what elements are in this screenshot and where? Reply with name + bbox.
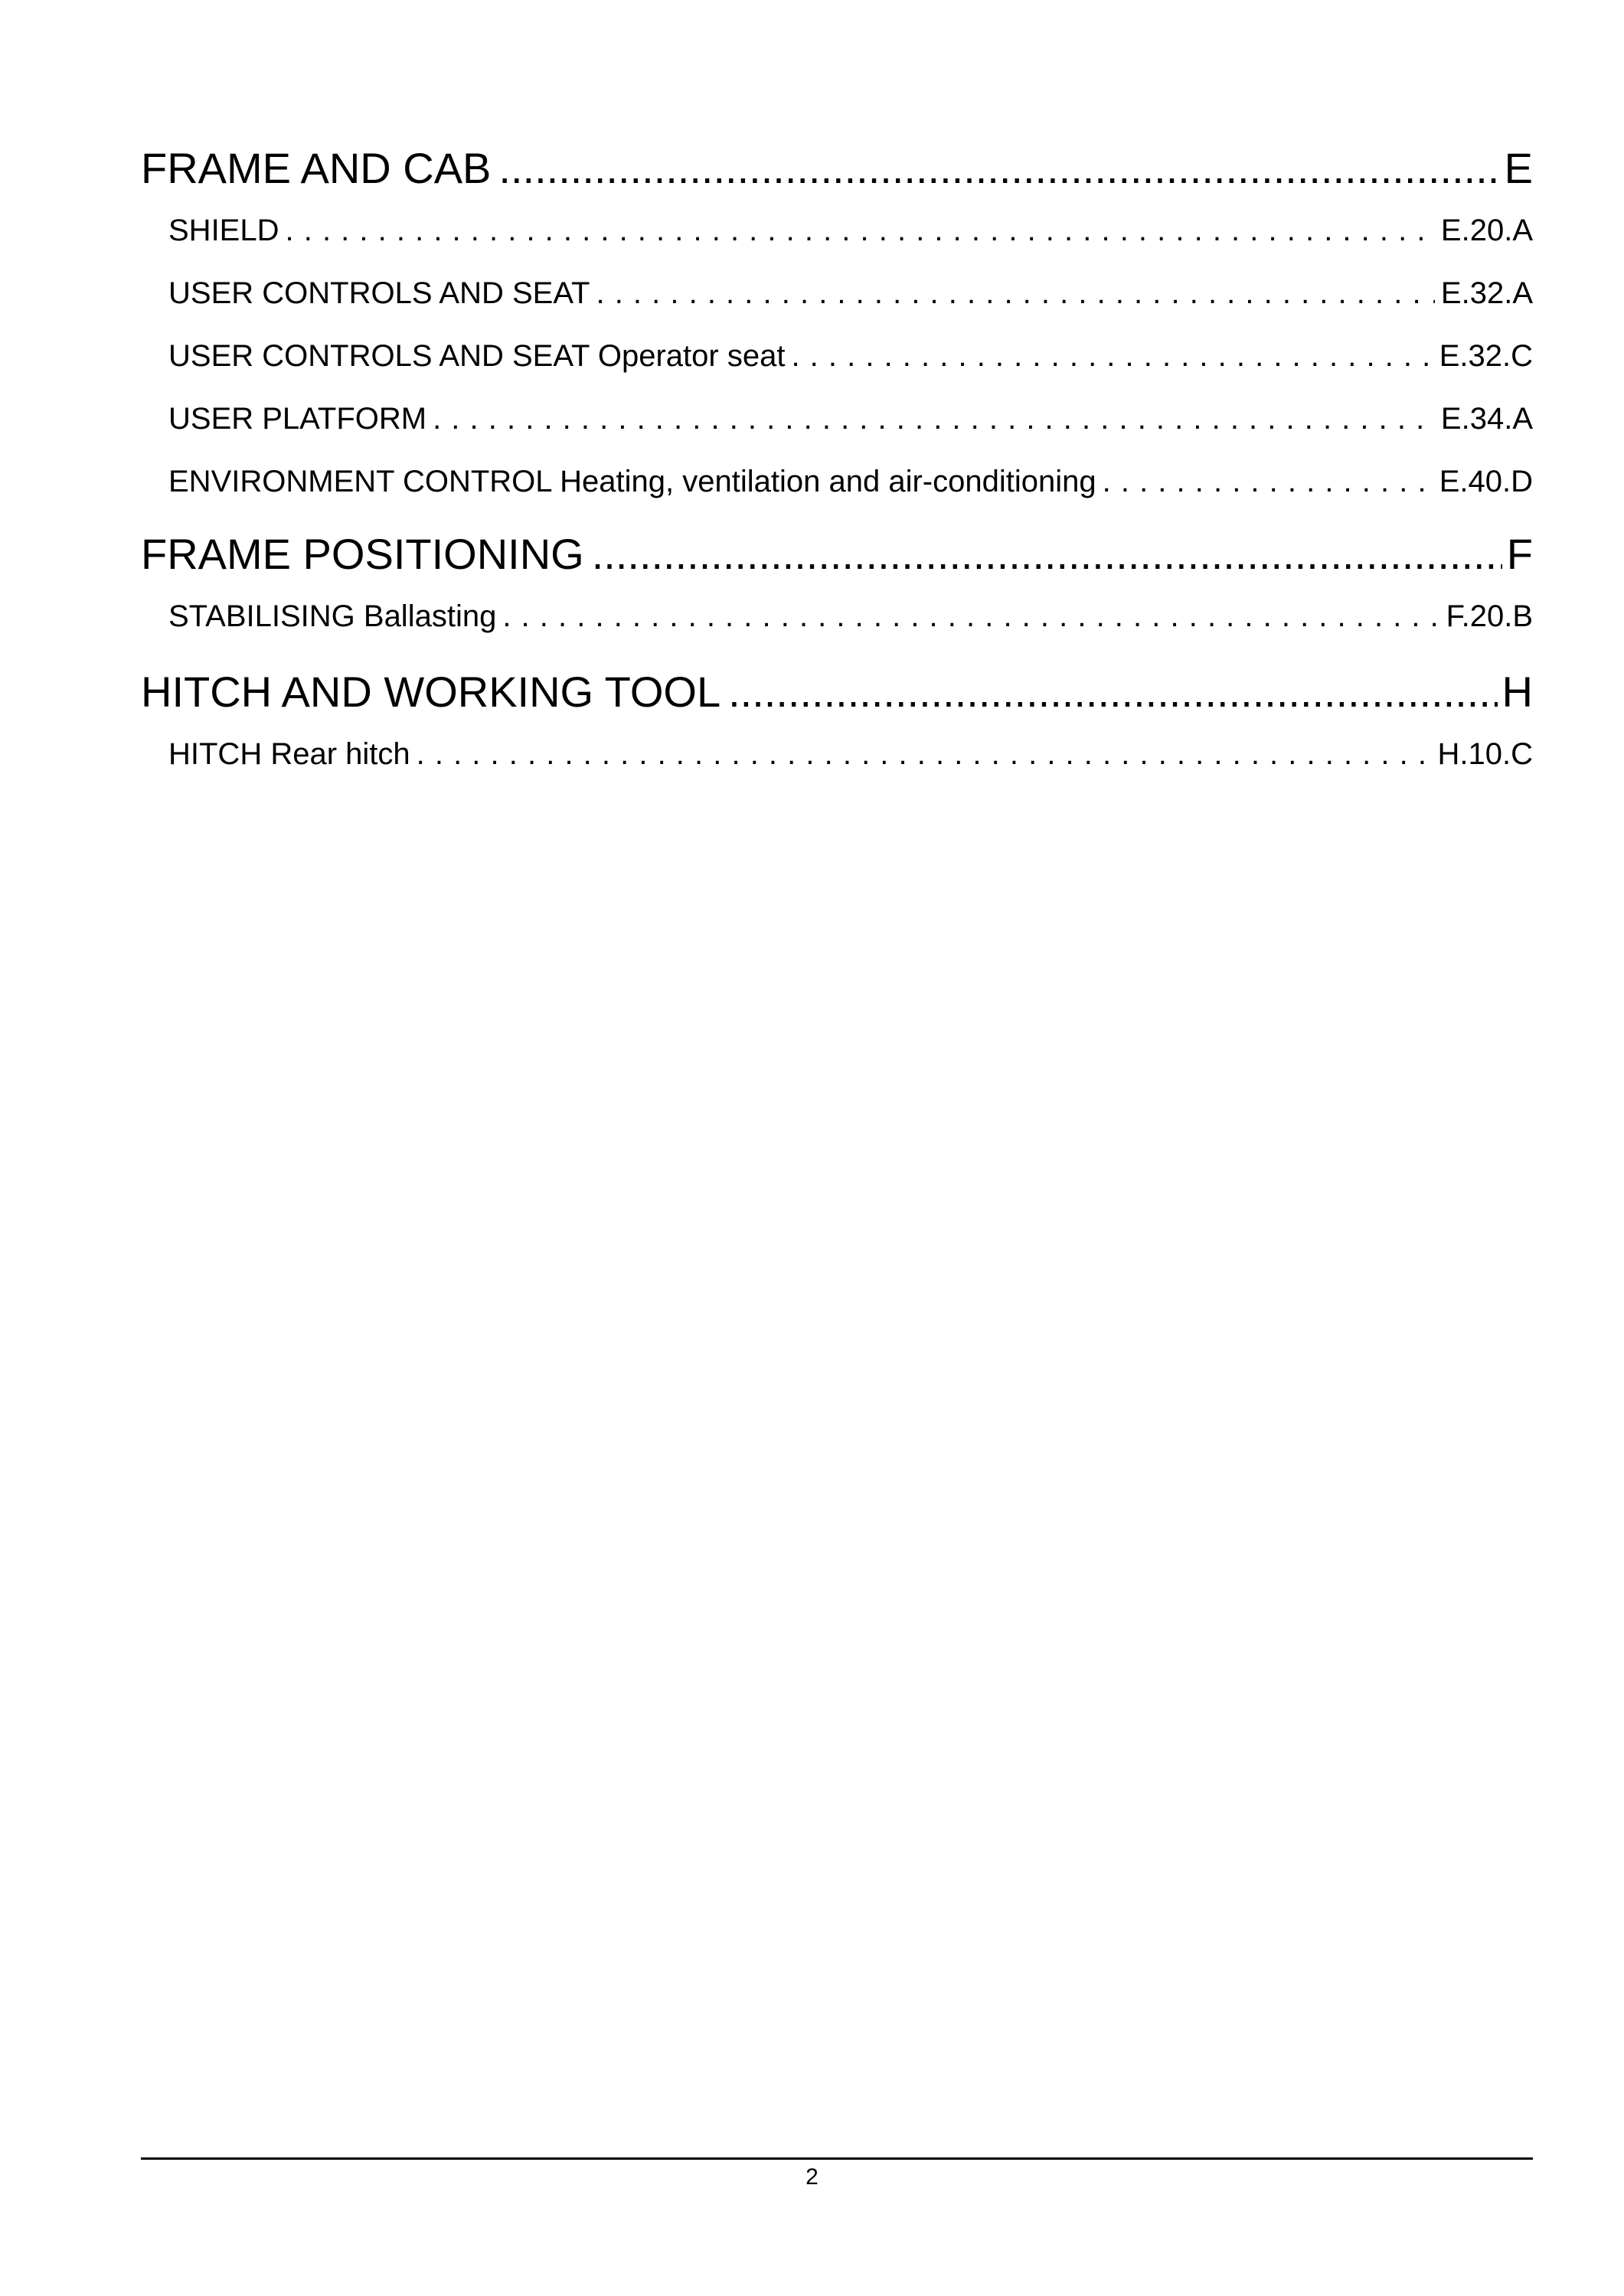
toc-entry-label: STABILISING Ballasting [168,599,497,633]
toc-entry[interactable] [141,262,1533,325]
toc-heading-code: F [1506,530,1533,578]
toc-section-frame-positioning [141,524,1533,648]
dot-leader [596,262,1434,325]
dot-leader [433,387,1435,450]
dot-leader [728,661,1497,723]
toc-entry-label: USER CONTROLS AND SEAT [168,276,590,310]
toc-entry-code: E.40.D [1439,465,1533,498]
toc-entry[interactable] [141,450,1533,513]
toc-entry-label: HITCH Rear hitch [168,737,410,771]
toc-heading-code: H [1501,668,1533,716]
toc-entry[interactable] [141,387,1533,450]
toc-entry-label: SHIELD [168,214,279,247]
toc-entry[interactable] [141,199,1533,262]
toc-heading[interactable] [141,524,1533,585]
toc-entry-code: E.32.C [1439,339,1533,373]
toc-heading-title: FRAME AND CAB [141,144,492,192]
toc-heading[interactable] [141,138,1533,199]
toc-section-frame-and-cab [141,138,1533,513]
dot-leader [1103,450,1433,513]
toc-entry-code: F.20.B [1446,599,1533,633]
toc-heading-code: E [1504,144,1533,192]
dot-leader [502,585,1439,648]
toc-entry[interactable] [141,585,1533,648]
toc-entry-code: H.10.C [1437,737,1533,771]
dot-leader [592,524,1502,585]
dot-leader [286,199,1435,262]
toc-entry-code: E.32.A [1440,276,1533,310]
toc-entry-label: USER PLATFORM [168,402,427,436]
toc-entry-label: ENVIRONMENT CONTROL Heating, ventilation and air-conditioning [168,465,1096,498]
toc-entry-label: USER CONTROLS AND SEAT Operator seat [168,339,786,373]
toc-heading[interactable] [141,661,1533,723]
footer-divider [141,2157,1533,2160]
toc-entry[interactable] [141,723,1533,785]
table-of-contents [141,138,1533,785]
toc-entry[interactable] [141,325,1533,387]
dot-leader [791,325,1433,387]
dot-leader [498,138,1499,199]
toc-heading-title: HITCH AND WORKING TOOL [141,668,721,716]
dot-leader [417,723,1432,785]
toc-heading-title: FRAME POSITIONING [141,530,584,578]
toc-entry-code: E.20.A [1440,214,1533,247]
toc-entry-code: E.34.A [1440,402,1533,436]
toc-section-hitch-and-working-tool [141,661,1533,785]
page-number: 2 [805,2164,819,2190]
